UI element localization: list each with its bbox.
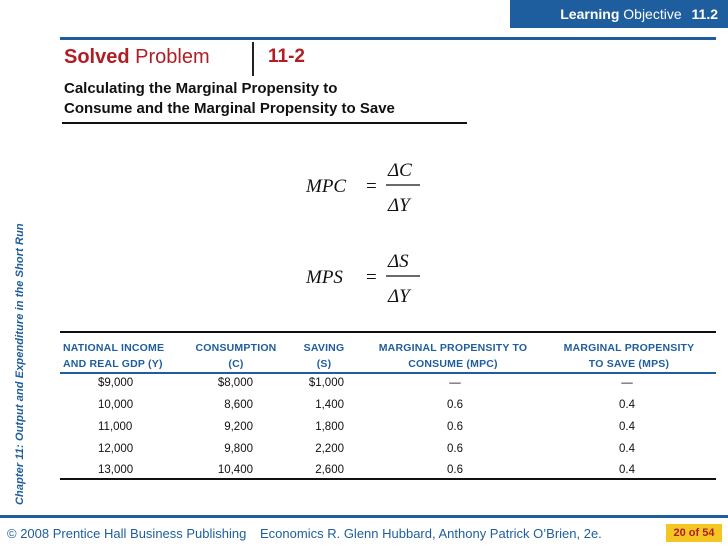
table-header-rule <box>60 372 716 374</box>
footer-copyright: © 2008 Prentice Hall Business Publishing <box>7 526 247 541</box>
mpc-formula <box>300 152 440 218</box>
mpc-numerator: ΔC <box>388 160 412 181</box>
cell-mps: 0.4 <box>619 399 635 411</box>
mps-denominator: ΔY <box>388 286 410 307</box>
cell-saving: 2,200 <box>315 443 344 455</box>
table-top-rule <box>60 331 716 333</box>
mps-equals: = <box>366 267 377 288</box>
cell-income: 13,000 <box>98 464 134 476</box>
cell-consumption: 9,200 <box>224 421 253 433</box>
mps-formula <box>300 243 440 309</box>
subtitle-line-1: Calculating the Marginal Propensity to <box>64 80 338 97</box>
chapter-side-label: Chapter 11: Output and Expenditure in the Short Run <box>14 223 26 505</box>
footer-divider <box>0 515 728 518</box>
learning-objective-badge <box>510 0 728 28</box>
problem-word: Problem <box>135 46 210 68</box>
top-divider <box>60 37 716 40</box>
header-national-income: NATIONAL INCOME AND REAL GDP (Y) <box>63 342 165 370</box>
header-mps: MARGINAL PROPENSITY TO SAVE (MPS) <box>563 342 695 370</box>
cell-consumption: 8,600 <box>224 399 253 411</box>
solved-problem-title <box>64 46 210 69</box>
mpc-equals: = <box>366 176 377 197</box>
subtitle <box>64 79 474 119</box>
cell-consumption: 10,400 <box>217 464 253 476</box>
cell-saving: 1,400 <box>315 399 344 411</box>
objective-label: Objective <box>623 6 682 22</box>
cell-mps: 0.4 <box>619 421 635 433</box>
footer-book: Economics R. Glenn Hubbard, Anthony Patrick O’Brien, 2e. <box>260 526 602 541</box>
mpc-denominator: ΔY <box>388 195 410 216</box>
mpc-lhs: MPC <box>306 176 347 197</box>
title-separator <box>252 42 254 76</box>
cell-saving: 1,800 <box>315 421 344 433</box>
subtitle-line-2: Consume and the Marginal Propensity to Save <box>64 100 395 117</box>
cell-mpc: 0.6 <box>447 399 463 411</box>
cell-income: 11,000 <box>98 421 133 433</box>
subtitle-underline <box>62 122 467 124</box>
cell-consumption: $8,000 <box>217 377 253 389</box>
mps-numerator: ΔS <box>388 251 409 272</box>
page-indicator: 20 of 54 <box>666 524 722 542</box>
footer <box>7 526 602 541</box>
cell-income: $9,000 <box>98 377 134 389</box>
problem-number: 11-2 <box>268 46 305 67</box>
mps-lhs: MPS <box>306 267 343 288</box>
solved-word: Solved <box>64 46 130 68</box>
cell-saving: $1,000 <box>308 377 344 389</box>
header-mpc: MARGINAL PROPENSITY TO CONSUME (MPC) <box>378 342 528 370</box>
cell-mpc: — <box>449 377 461 389</box>
objective-number: 11.2 <box>691 6 718 22</box>
header-consumption: CONSUMPTION (C) <box>195 342 277 370</box>
cell-income: 10,000 <box>98 399 134 411</box>
table-bottom-rule <box>60 478 716 480</box>
cell-mps: — <box>621 377 633 389</box>
cell-saving: 2,600 <box>315 464 344 476</box>
header-saving: SAVING (S) <box>303 342 345 370</box>
cell-mps: 0.4 <box>619 443 635 455</box>
cell-mpc: 0.6 <box>447 421 463 433</box>
cell-income: 12,000 <box>98 443 134 455</box>
learning-label: Learning <box>560 6 620 22</box>
cell-consumption: 9,800 <box>224 443 253 455</box>
cell-mpc: 0.6 <box>447 464 463 476</box>
cell-mpc: 0.6 <box>447 443 463 455</box>
cell-mps: 0.4 <box>619 464 635 476</box>
